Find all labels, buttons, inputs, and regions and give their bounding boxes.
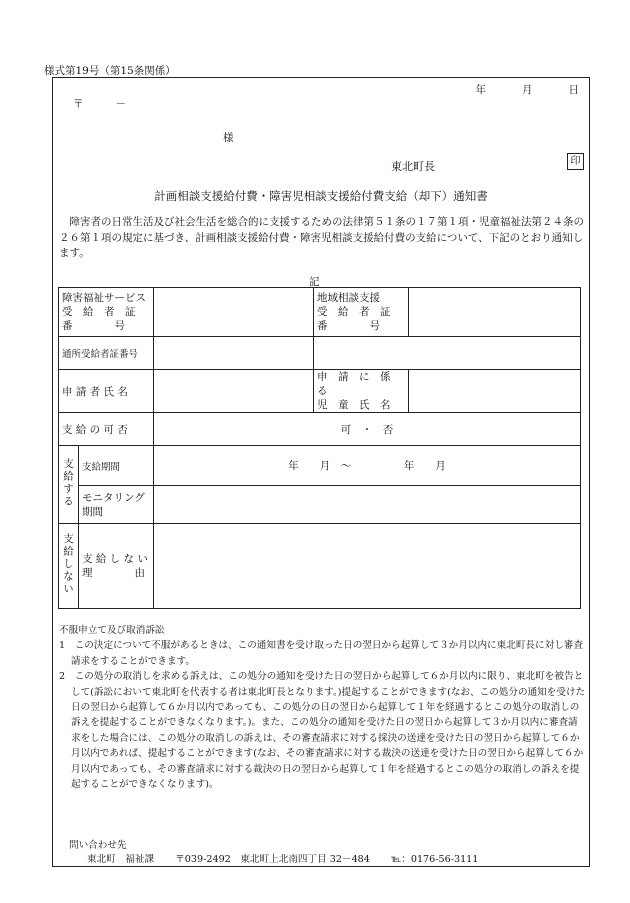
- applicant-name-field[interactable]: [154, 370, 314, 413]
- contact-tel: ℡：0176-56-3111: [390, 854, 479, 865]
- date-day: 日: [568, 84, 579, 96]
- label-line: 支 給 し な い: [82, 553, 148, 565]
- label-line: モニタリング: [82, 491, 145, 504]
- period-value: 年 月 ～ 年 月: [154, 446, 581, 486]
- grant-section-label: [59, 446, 79, 524]
- form-number: 様式第19号（第15条関係）: [44, 65, 176, 77]
- notes-heading: 不服申立て及び取消訴訟: [59, 625, 165, 636]
- child-name-field[interactable]: [409, 370, 581, 413]
- nogrant-section-label: [59, 524, 79, 609]
- label-line: 期間: [82, 505, 103, 518]
- issue-date: [476, 82, 580, 97]
- nogrant-vertical-text: 支給しない: [62, 533, 74, 596]
- date-month: 月: [522, 84, 533, 96]
- child-name-label: [314, 370, 409, 413]
- label-line: 番 号: [317, 320, 380, 332]
- nogrant-reason-field[interactable]: [154, 524, 581, 609]
- contact-address: 〒039-2492 東北町上北南四丁目 32－484: [175, 854, 370, 865]
- note-item-2: 2 この処分の取消しを求める訴えは、この処分の通知を受けた日の翌日から起算して６か月以内に限り、東北町を被告として(訴訟において東北町を代表する者は東北町長となります。)提起することができます(なお、この処分の通知を受けた日の翌日から起算して６か月以内であっても、この処分の日の翌日から起算して１年を経過するとこの処分の取消しの訴えを提起することができなくなります。)。また、この処分の通知を受けた日の翌日から起算して３か月以内に審査請求をした場合には、この処分の取消しの訴えは、その審査請求に対する採決の送達を受けた日の翌日から起算して６か月以内であれば、提起することができます(なお、その審査請求に対する裁決の送達を受けた日の翌日から起算して６か月以内であっても、その審査請求に対する裁決の日の翌日から起算して１年を経過するとこの処分の取消しの訴えを提起することができなくなります)。: [59, 671, 586, 791]
- body-paragraph: 障害者の日常生活及び社会生活を総合的に支援するための法律第５１条の１７第１項・児童福祉法第２４条の２６第１項の規定に基づき、計画相談支援給付費・障害児相談支援給付費の支給について、下記のとおり通知します。: [59, 216, 584, 259]
- issuer-name: 東北町長: [391, 160, 435, 173]
- seal-mark: 印: [567, 153, 584, 170]
- appeal-notes: [59, 623, 587, 792]
- postal-mark: 〒: [73, 98, 84, 110]
- postal-separator: －: [115, 98, 126, 110]
- contact-line: [87, 851, 496, 865]
- document-title: 計画相談支援給付費・障害児相談支援給付費支給（却下）通知書: [154, 189, 488, 203]
- grant-vertical-text: 支給する: [62, 458, 74, 508]
- note-item-1: 1 この決定について不服があるときは、この通知書を受け取った日の翌日から起算して３か月以内に東北町長に対し審査請求をすることができます。: [59, 640, 583, 667]
- label-line: 児 童 氏 名: [317, 399, 391, 411]
- monitoring-period-field[interactable]: [154, 486, 581, 524]
- notice-frame: [52, 77, 590, 867]
- postal-code: [73, 96, 126, 111]
- label-line: 番 号: [62, 320, 125, 332]
- label-line: 障害福祉サービス: [62, 292, 146, 304]
- ki-mark: 記: [309, 276, 320, 288]
- community-number-label: [314, 288, 409, 337]
- monitoring-period-label: [79, 486, 154, 524]
- daycare-number-label: 通所受給者証番号: [59, 337, 154, 370]
- period-label: 支給期間: [79, 446, 154, 486]
- approval-label: 支 給 の 可 否: [59, 413, 154, 446]
- recipient-number-label: [59, 288, 154, 337]
- approval-value: 可 ・ 否: [154, 413, 581, 446]
- daycare-number-field[interactable]: [154, 337, 314, 370]
- addressee-suffix: 様: [223, 132, 234, 144]
- contact-heading: 問い合わせ先: [69, 840, 127, 851]
- label-line: 受 給 者 証: [62, 306, 136, 318]
- notice-table: [58, 287, 581, 609]
- label-line: 受 給 者 証: [317, 306, 391, 318]
- community-number-field[interactable]: [409, 288, 581, 337]
- daycare-blank: [314, 337, 581, 370]
- contact-dept: 東北町 福祉課: [87, 854, 155, 865]
- label-line: 理 由: [82, 567, 145, 579]
- applicant-name-label: 申 請 者 氏 名: [59, 370, 154, 413]
- label-line: 地域相談支援: [317, 292, 380, 304]
- recipient-number-field[interactable]: [154, 288, 314, 337]
- label-line: 申 請 に 係 る: [317, 371, 401, 397]
- nogrant-reason-label: [79, 524, 154, 609]
- date-year: 年: [475, 84, 486, 96]
